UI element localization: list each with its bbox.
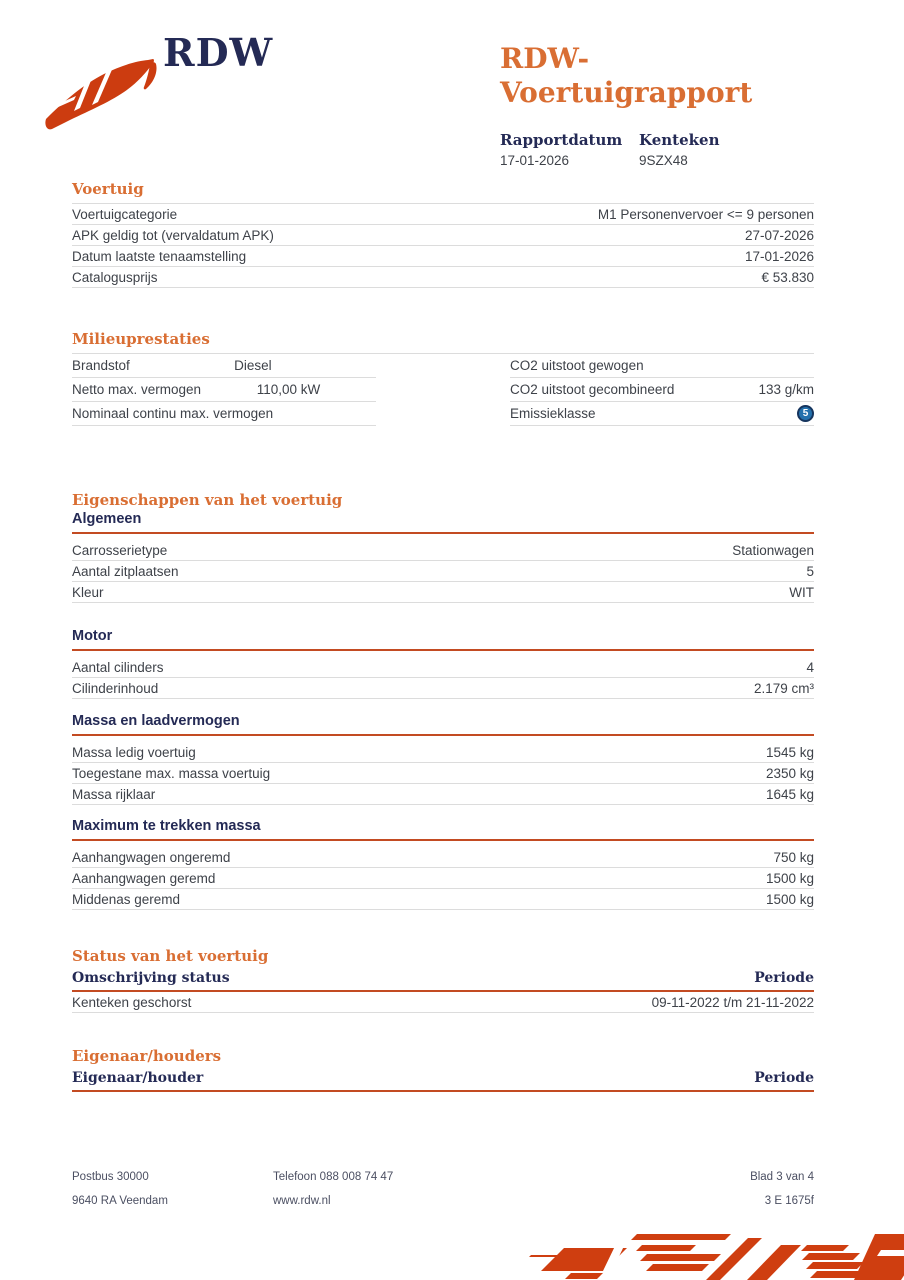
subsection-algemeen — [72, 511, 814, 603]
row-value: 1500 kg — [765, 870, 814, 886]
table-row — [72, 402, 376, 426]
subsection-heading-algemeen: Algemeen — [72, 511, 814, 534]
milieu-left-column — [72, 354, 376, 426]
row-value: 2.179 cm³ — [753, 680, 814, 696]
footer-address-line1: Postbus 30000 — [72, 1171, 149, 1183]
row-value: € 53.830 — [761, 269, 814, 285]
row-value: 4 — [806, 659, 814, 675]
section-status — [72, 947, 814, 1013]
speed-stripes-graphic — [519, 1232, 904, 1280]
table-row — [510, 402, 814, 426]
section-heading-voertuig: Voertuig — [72, 180, 144, 198]
table-row — [510, 354, 814, 378]
subsection-massa — [72, 713, 814, 805]
table-row — [72, 378, 376, 402]
license-plate-value: 9SZX48 — [639, 153, 688, 168]
report-title: RDW-Voertuigrapport — [500, 42, 753, 109]
table-row — [72, 561, 814, 582]
row-label: Voertuigcategorie — [72, 206, 178, 222]
table-row — [72, 742, 814, 763]
row-label: Carrosserietype — [72, 542, 168, 558]
row-label: Nominaal continu max. vermogen — [72, 406, 274, 421]
row-value: 750 kg — [773, 849, 814, 865]
row-label: Datum laatste tenaamstelling — [72, 248, 247, 264]
row-value: 133 g/km — [758, 382, 814, 397]
section-voertuig — [72, 180, 814, 288]
row-label: Massa rijklaar — [72, 786, 156, 802]
subsection-motor — [72, 628, 814, 699]
table-row — [72, 225, 814, 246]
table-row — [72, 889, 814, 910]
row-value: Stationwagen — [732, 542, 814, 558]
row-value: 110,00 kW — [256, 382, 321, 397]
rdw-feather-logo-icon — [42, 56, 162, 134]
row-label: Aanhangwagen geremd — [72, 870, 216, 886]
table-row — [72, 992, 814, 1013]
row-label: Kenteken geschorst — [72, 994, 192, 1010]
footer-doc-code: 3 E 1675f — [764, 1195, 814, 1207]
table-row — [72, 868, 814, 889]
table-row — [72, 540, 814, 561]
section-heading-eigenschappen: Eigenschappen van het voertuig — [72, 491, 343, 509]
license-plate-block — [639, 131, 830, 169]
row-label: Toegestane max. massa voertuig — [72, 765, 271, 781]
row-value: 1500 kg — [765, 891, 814, 907]
row-value: WIT — [789, 584, 814, 600]
row-label: Emissieklasse — [510, 406, 596, 421]
report-date-label: Rapportdatum — [500, 131, 623, 149]
column-header-periode: Periode — [754, 1070, 814, 1086]
table-row — [72, 763, 814, 784]
subsection-heading-motor: Motor — [72, 628, 814, 651]
subsection-heading-massa: Massa en laadvermogen — [72, 713, 814, 736]
row-label: Cilinderinhoud — [72, 680, 159, 696]
table-row — [72, 678, 814, 699]
report-date-block — [500, 131, 639, 169]
table-row — [72, 246, 814, 267]
section-heading-milieuprestaties: Milieuprestaties — [72, 330, 210, 348]
row-label: CO2 uitstoot gecombineerd — [510, 382, 675, 397]
row-label: Catalogusprijs — [72, 269, 158, 285]
row-label: Kleur — [72, 584, 104, 600]
emission-class-badge: 5 — [797, 405, 814, 422]
section-heading-status: Status van het voertuig — [72, 947, 269, 965]
table-row — [72, 267, 814, 288]
section-heading-eigenaar: Eigenaar/houders — [72, 1047, 222, 1065]
row-label: Aanhangwagen ongeremd — [72, 849, 231, 865]
table-row — [72, 657, 814, 678]
table-row — [72, 204, 814, 225]
subsection-heading-trekken-massa: Maximum te trekken massa — [72, 818, 814, 841]
license-plate-label: Kenteken — [639, 131, 720, 149]
column-header-eigenaar: Eigenaar/houder — [72, 1070, 204, 1086]
section-eigenaar — [72, 1047, 814, 1092]
table-row — [72, 354, 376, 378]
row-value: Diesel — [234, 358, 272, 373]
table-row — [72, 847, 814, 868]
column-header-periode: Periode — [754, 970, 814, 986]
page-footer — [72, 1170, 814, 1208]
footer-phone: Telefoon 088 008 74 47 — [273, 1171, 394, 1183]
row-value: 1645 kg — [765, 786, 814, 802]
milieu-right-column — [510, 354, 814, 426]
row-value: M1 Personenvervoer <= 9 personen — [597, 206, 814, 222]
rdw-logo-text: RDW — [163, 30, 274, 75]
subsection-trekken-massa — [72, 818, 814, 910]
column-header-status: Omschrijving status — [72, 970, 230, 986]
row-value: 09-11-2022 t/m 21-11-2022 — [651, 994, 814, 1010]
report-date-value: 17-01-2026 — [500, 153, 570, 168]
row-label: Middenas geremd — [72, 891, 181, 907]
row-label: Netto max. vermogen — [72, 382, 202, 397]
footer-page-number: Blad 3 van 4 — [750, 1171, 814, 1183]
row-value: 5 — [806, 563, 814, 579]
row-value: 1545 kg — [765, 744, 814, 760]
row-label: Brandstof — [72, 358, 130, 373]
row-label: Massa ledig voertuig — [72, 744, 196, 760]
table-row — [72, 784, 814, 805]
footer-address-line2: 9640 RA Veendam — [72, 1195, 168, 1207]
table-row — [72, 582, 814, 603]
row-value: 2350 kg — [765, 765, 814, 781]
row-label: Aantal cilinders — [72, 659, 164, 675]
section-milieuprestaties — [72, 330, 814, 426]
row-label: Aantal zitplaatsen — [72, 563, 179, 579]
report-header — [500, 42, 830, 169]
row-label: APK geldig tot (vervaldatum APK) — [72, 227, 274, 243]
table-row — [510, 378, 814, 402]
row-label: CO2 uitstoot gewogen — [510, 358, 644, 373]
row-value: 17-01-2026 — [744, 248, 814, 264]
row-value: 27-07-2026 — [744, 227, 814, 243]
footer-website: www.rdw.nl — [273, 1195, 331, 1207]
